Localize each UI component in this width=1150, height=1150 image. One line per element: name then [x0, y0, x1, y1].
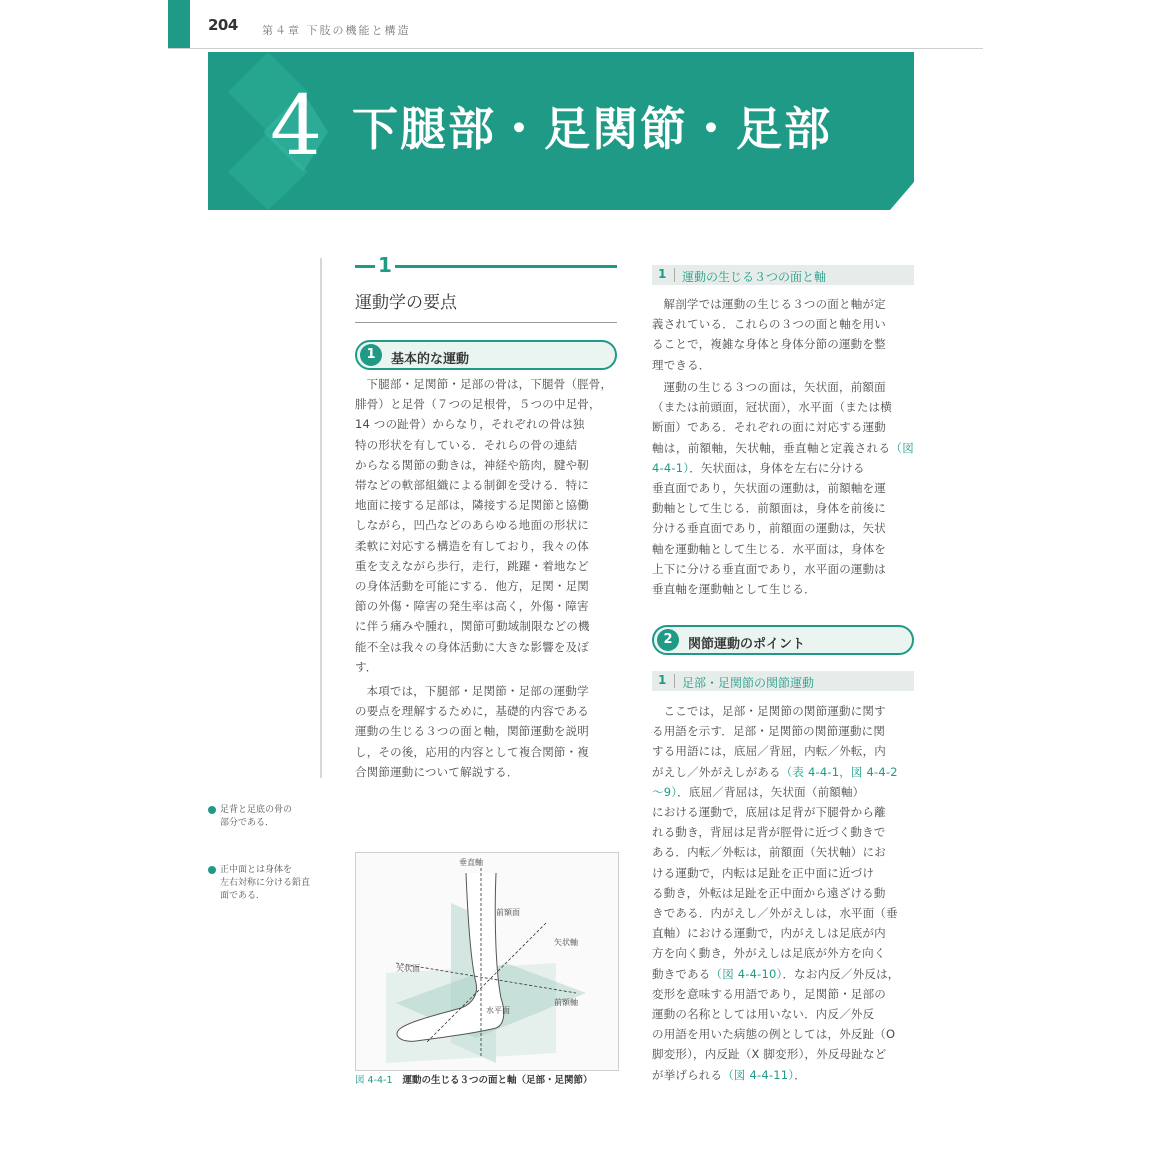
text-run: ．底屈／背屈は，矢状面（前額軸） における運動で，底屈は足背が下腿骨から離 れる動き，背屈は足背が脛骨に近づく動きで ある．内転／外転は，前額面（矢状軸）にお ける運動で，内転は足趾を正中面に近づけ る動き，外転は足趾を正中面から遠ざける動 きである．内がえし／外がえしは，水平面（垂 直軸）における運動で，内がえしは足底が内 方を向く動き，外がえしは足底が外方を向く 動きである	[652, 784, 898, 981]
subsection-title: 関節運動のポイント	[688, 637, 806, 652]
body-paragraph	[652, 701, 914, 1085]
header-rule	[168, 48, 983, 49]
text-run: 運動の生じる３つの面は，矢状面，前額面 （または前頭面，冠状面），水平面（または横 断面）である．それぞれの面に対応する運動 軸は，前額軸，矢状軸，垂直軸と定義される	[652, 380, 892, 455]
subheading-number: 1	[658, 673, 667, 687]
subheading-number: 1	[658, 267, 667, 281]
text-run: ここでは，足部・足関節の関節運動に関す る用語を示す．足部・足関節の関節運動に関 する用語には，底屈／背屈，内転／外転，内 がえし／外がえしがある	[652, 704, 886, 779]
section-title: 運動学の要点	[355, 293, 457, 313]
subheading-title: 運動の生じる３つの面と軸	[682, 270, 827, 284]
running-head: 第４章 下肢の機能と構造	[262, 24, 411, 37]
text-run: ．なお内反／外反は， 変形を意味する用語であり，足関節・足部の 運動の名称としては用いない．内反／外反 の用語を用いた病態の例としては，外反趾（O 脚変形），内反趾（X 脚変形），外反母趾など が挙げられる	[652, 966, 900, 1082]
figure-id: 図 4-4-1	[355, 1075, 393, 1086]
subsection-heading-joint-motion	[652, 625, 914, 655]
text-run: ．矢状面は，身体を左右に分ける 垂直面であり，矢状面の運動は，前額軸を運 動軸として生じる．前額面は，身体を前後に 分ける垂直面であり，前額面の運動は，矢状 軸を運動軸として生じる．水平面は，身体を 上下に分ける垂直面であり，水平面の運動は 垂直軸を運動軸として生じる．	[652, 460, 886, 597]
note-bullet-icon	[208, 806, 216, 814]
text-run: ．	[794, 1067, 806, 1082]
subsection-heading-basic-motion	[355, 340, 617, 370]
header-accent-bar	[168, 0, 190, 48]
figure-reference-link[interactable]: （図 4-4-10）	[710, 966, 783, 981]
subheading-planes-axes	[652, 265, 914, 285]
body-paragraph: 下腿部・足関節・足部の骨は，下腿骨（脛骨， 腓骨）と足骨（７つの足根骨，５つの中足骨， 14 つの趾骨）からなり，それぞれの骨は独 特の形状を有している．それらの骨の連結 からなる関節の動きは，神経や筋肉，腱や靭 帯などの軟部組織による制御を受ける．特に 地面に接する足部は，隣接する足関節と協働 しながら，凹凸などのあらゆる地面の形状に 柔軟に対応する構造を有しており，我々の体 重を支えながら歩行，走行，跳躍・着地など の身体活動を可能にする．他方，足関・足関 節の外傷・障害の発生率は高く，外傷・障害 に伴う痛みや腫れ，関節可動域制限などの機 能不全は我々の身体活動に大きな影響を及ぼ す．	[355, 377, 613, 674]
label-frontal-plane: 前額面	[496, 908, 520, 917]
subsection-title: 基本的な運動	[391, 352, 470, 367]
figure-planes-and-axes	[355, 852, 619, 1071]
figure-caption-text: 運動の生じる３つの面と軸（足部・足関節）	[402, 1075, 593, 1086]
subsection-number-badge: 1	[360, 344, 382, 366]
section-number: 1	[375, 253, 395, 277]
subsection-number-badge: 2	[657, 629, 679, 651]
label-sagittal-plane: 矢状面	[396, 964, 420, 973]
label-frontal-axis: 前額軸	[554, 998, 578, 1007]
body-paragraph: 本項では，下腿部・足関節・足部の運動学 の要点を理解するために，基礎的内容である 運動の生じる３つの面と軸，関節運動を説明 し，その後，応用的内容として複合関節・複 合関節運動について解説する．	[355, 684, 589, 779]
figure-reference-link[interactable]: （図 4-4-11）	[722, 1067, 795, 1082]
figure-reference-link[interactable]: （表 4-4-1，図 4-4-2 ～9）	[652, 764, 898, 799]
chapter-number: 4	[270, 79, 323, 174]
figure-reference-link[interactable]: （図 4-4-1）	[652, 440, 914, 475]
label-sagittal-axis: 矢状軸	[554, 938, 578, 947]
label-horizontal-plane: 水平面	[486, 1006, 510, 1015]
margin-note-text: 正中面とは身体を 左右対称に分ける鉛直 面である．	[220, 865, 311, 901]
subheading-foot-ankle-motion	[652, 671, 914, 691]
figure-caption	[355, 1072, 593, 1086]
chapter-title: 下腿部・足関節・足部	[352, 102, 832, 156]
margin-note	[208, 864, 313, 903]
banner-arrow-cut	[880, 52, 914, 210]
margin-note-text: 足背と足底の骨の 部分である．	[220, 805, 293, 828]
section-title-rule	[355, 322, 617, 323]
body-paragraph: 解剖学では運動の生じる３つの面と軸が定 義されている．これらの３つの面と軸を用い ることで，複雑な身体と身体分節の運動を整 理できる．	[652, 297, 886, 372]
subheading-title: 足部・足関節の関節運動	[682, 676, 815, 690]
margin-note	[208, 804, 313, 830]
column-divider	[320, 258, 322, 778]
foot-planes-illustration	[356, 853, 618, 1070]
label-vertical-axis: 垂直軸	[459, 858, 483, 867]
page-number: 204	[208, 16, 238, 34]
note-bullet-icon	[208, 866, 216, 874]
body-paragraph	[652, 377, 914, 599]
